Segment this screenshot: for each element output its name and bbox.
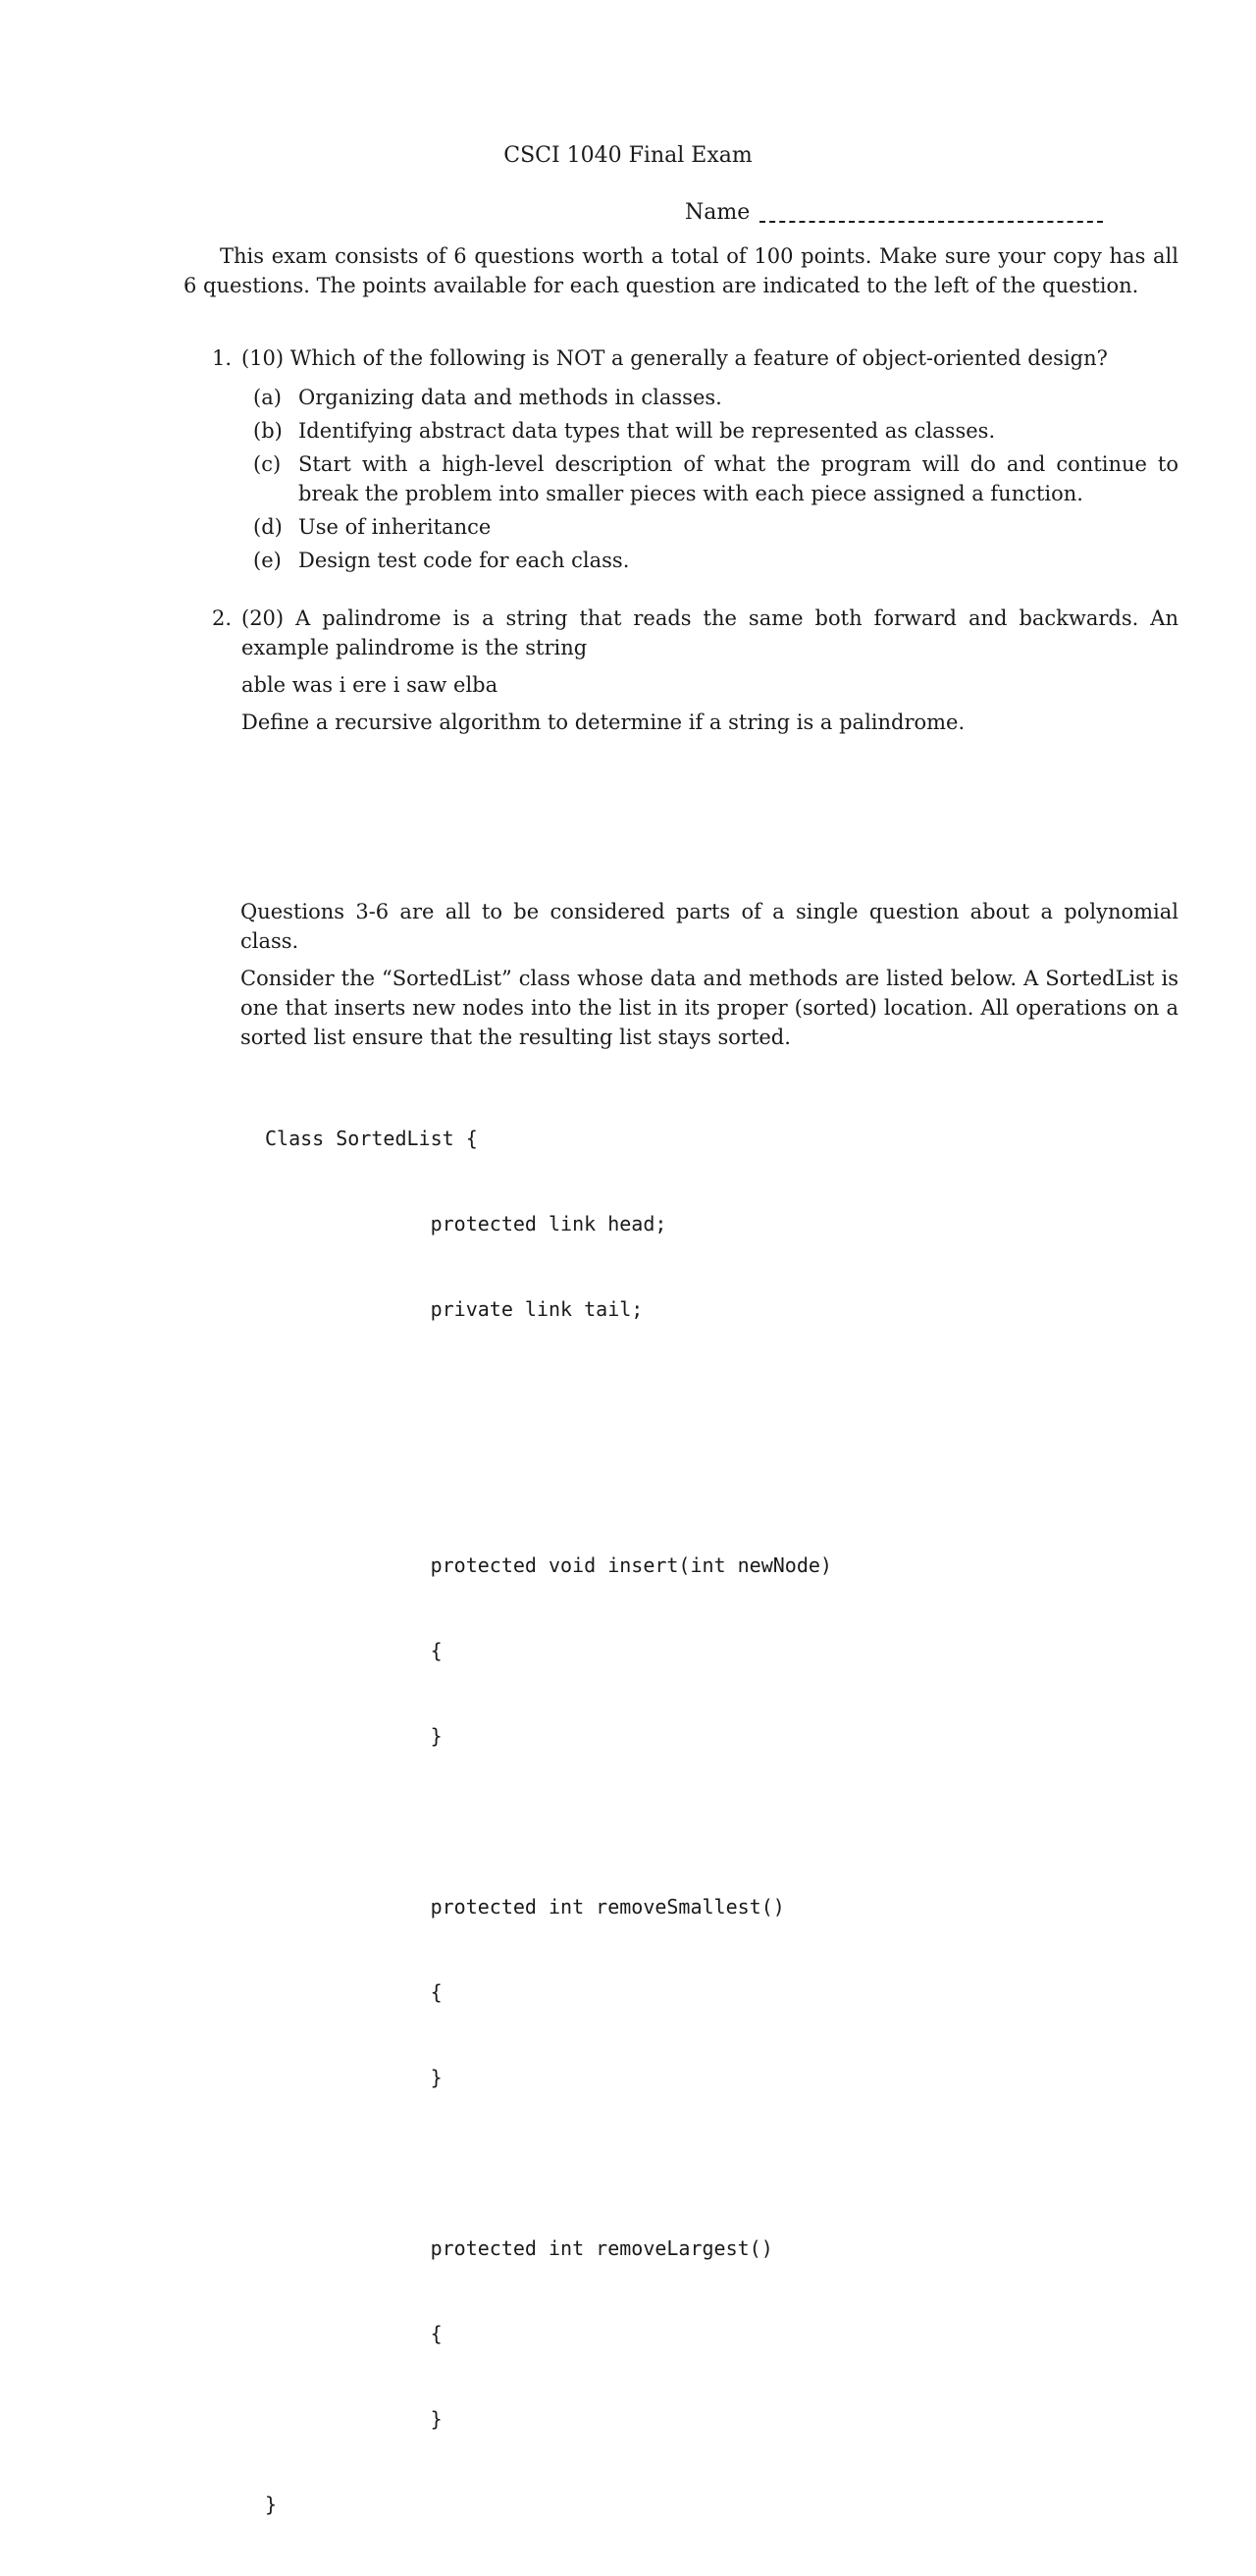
code-line [265, 2149, 832, 2178]
code-line: { [265, 1980, 443, 2004]
option-text: Start with a high-level description of what the program will do and continue to break the problem into smaller pieces with each piece assigned a function. [298, 452, 1178, 505]
name-field [685, 200, 1103, 225]
option-e [253, 546, 1178, 575]
option-letter: (c) [253, 452, 282, 476]
code-line: { [265, 1639, 443, 1662]
option-text: Organizing data and methods in classes. [298, 386, 722, 409]
code-line: protected void insert(int newNode) [265, 1553, 832, 1577]
code-line [265, 1466, 832, 1495]
option-a [253, 383, 1178, 412]
question-2 [212, 604, 1178, 737]
page-title: CSCI 1040 Final Exam [503, 143, 753, 168]
option-d [253, 512, 1178, 542]
code-line: Class SortedList { [265, 1127, 478, 1150]
code-line: protected link head; [265, 1212, 667, 1235]
code-line [265, 1808, 832, 1836]
section-description: Consider the “SortedList” class whose data and methods are listed below. A SortedList is one that inserts new nodes into the list in its proper (sorted) location. All operations on a sorted list ensure that the resulting list stays sorted. [240, 967, 1178, 1049]
section-intro: Questions 3-6 are all to be considered parts of a single question about a polynomial class. [240, 900, 1178, 953]
option-text: Design test code for each class. [298, 549, 630, 572]
code-line [265, 1381, 832, 1409]
palindrome-example: able was i ere i saw elba [241, 673, 498, 697]
question-text: (10) Which of the following is NOT a generally a feature of object-oriented design? [241, 346, 1108, 370]
question-prompt: Define a recursive algorithm to determine if a string is a palindrome. [241, 710, 966, 734]
option-b [253, 416, 1178, 446]
exam-instructions: This exam consists of 6 questions worth a total of 100 points. Make sure your copy has all 6 questions. The points available for each question are indicated to the left of the question. [183, 244, 1178, 297]
question-text: (20) A palindrome is a string that reads the same both forward and backwards. An example palindrome is the string [241, 606, 1178, 659]
code-line: protected int removeLargest() [265, 2236, 773, 2260]
code-line: } [265, 1724, 443, 1748]
code-line: protected int removeSmallest() [265, 1895, 785, 1919]
option-text: Identifying abstract data types that will be represented as classes. [298, 419, 996, 443]
question-1 [212, 343, 1178, 579]
code-block [265, 1068, 832, 2576]
option-c [253, 449, 1178, 508]
answer-options [253, 383, 1178, 575]
code-line: } [265, 2493, 278, 2516]
option-letter: (d) [253, 515, 283, 539]
option-letter: (b) [253, 419, 283, 443]
code-line: private link tail; [265, 1297, 644, 1321]
option-text: Use of inheritance [298, 515, 492, 539]
code-line: } [265, 2407, 443, 2431]
sorted-list-section [240, 897, 1178, 1060]
question-number: 1. [212, 346, 233, 370]
option-letter: (a) [253, 386, 282, 409]
code-line: } [265, 2066, 443, 2089]
question-number: 2. [212, 606, 233, 630]
option-letter: (e) [253, 549, 282, 572]
name-blank-line [759, 221, 1103, 223]
name-label: Name [685, 200, 751, 225]
code-line: { [265, 2322, 443, 2345]
